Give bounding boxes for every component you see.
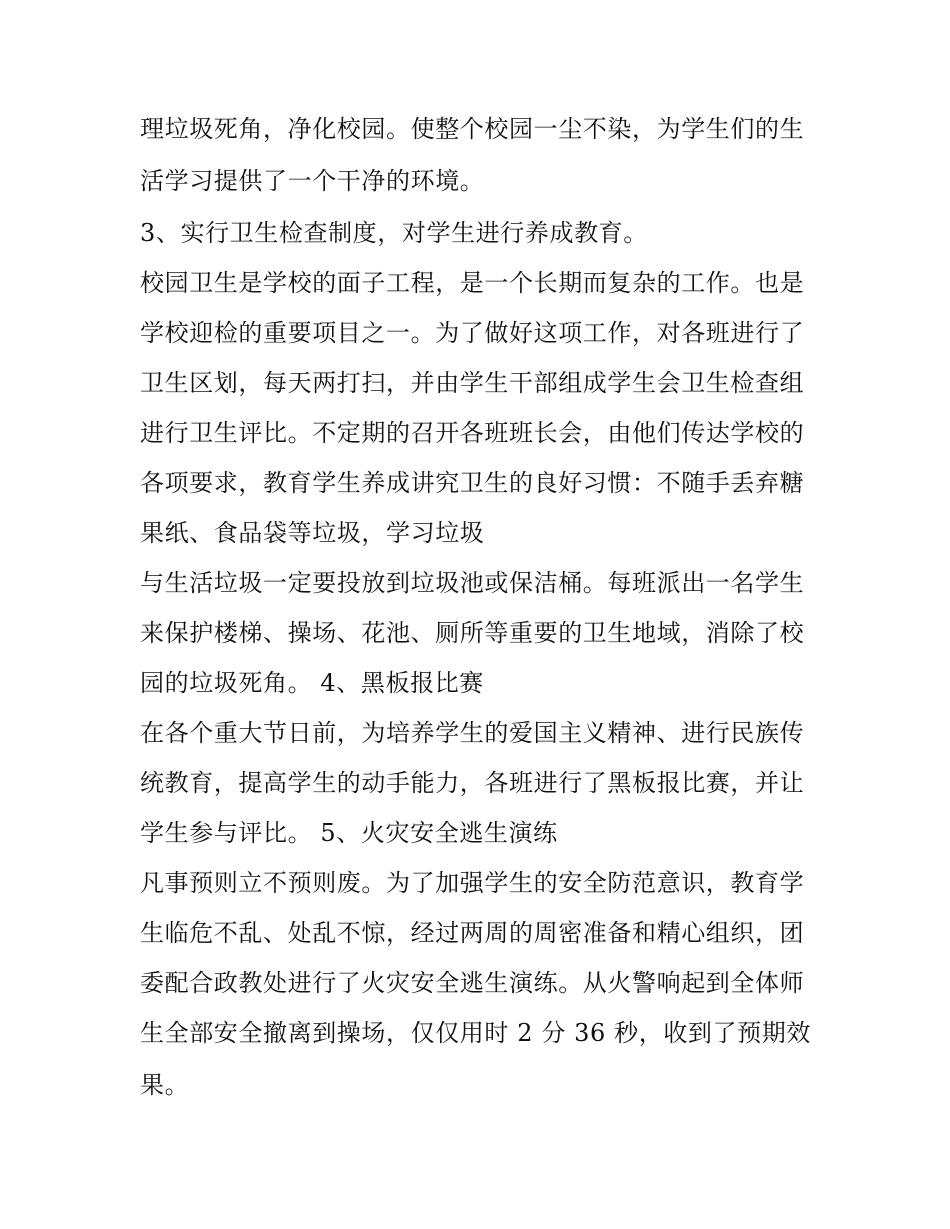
text-line-4: 校园卫生是学校的面子工程，是一个长期而复杂的工作。也是 [140, 269, 805, 297]
text-line-12: 园的垃圾死角。 4、黑板报比赛 [140, 669, 484, 697]
text-line-9: 果纸、食品袋等垃圾，学习垃圾 [140, 519, 485, 547]
text-line-11: 来保护楼梯、操场、花池、厕所等重要的卫生地域，消除了校 [140, 619, 805, 647]
text-line-16: 凡事预则立不预则废。为了加强学生的安全防范意识，教育学 [140, 869, 805, 897]
text-line-10: 与生活垃圾一定要投放到垃圾池或保洁桶。每班派出一名学生 [140, 569, 805, 597]
text-line-7: 进行卫生评比。不定期的召开各班班长会，由他们传达学校的 [140, 419, 805, 447]
text-line-6: 卫生区划，每天两打扫，并由学生干部组成学生会卫生检查组 [140, 369, 805, 397]
text-line-17: 生临危不乱、处乱不惊，经过两周的周密准备和精心组织，团 [140, 919, 805, 947]
text-line-15: 学生参与评比。 5、火灾安全逃生演练 [140, 819, 558, 847]
text-line-8: 各项要求，教育学生养成讲究卫生的良好习惯：不随手丢弃糖 [140, 469, 805, 497]
text-line-14: 统教育，提高学生的动手能力，各班进行了黑板报比赛，并让 [140, 769, 805, 797]
section-heading-3: 3、实行卫生检查制度，对学生进行养成教育。 [140, 219, 648, 247]
text-line-20: 果。 [140, 1071, 190, 1099]
text-line-19: 生全部安全撤离到操场，仅仅用时 2 分 36 秒，收到了预期效 [140, 1019, 811, 1047]
text-line-1: 理垃圾死角，净化校园。使整个校园一尘不染，为学生们的生 [140, 115, 805, 143]
text-line-18: 委配合政教处进行了火灾安全逃生演练。从火警响起到全体师 [140, 969, 805, 997]
text-line-2: 活学习提供了一个干净的环境。 [140, 167, 485, 195]
text-line-5: 学校迎检的重要项目之一。为了做好这项工作，对各班进行了 [140, 319, 805, 347]
text-line-13: 在各个重大节日前，为培养学生的爱国主义精神、进行民族传 [140, 719, 805, 747]
